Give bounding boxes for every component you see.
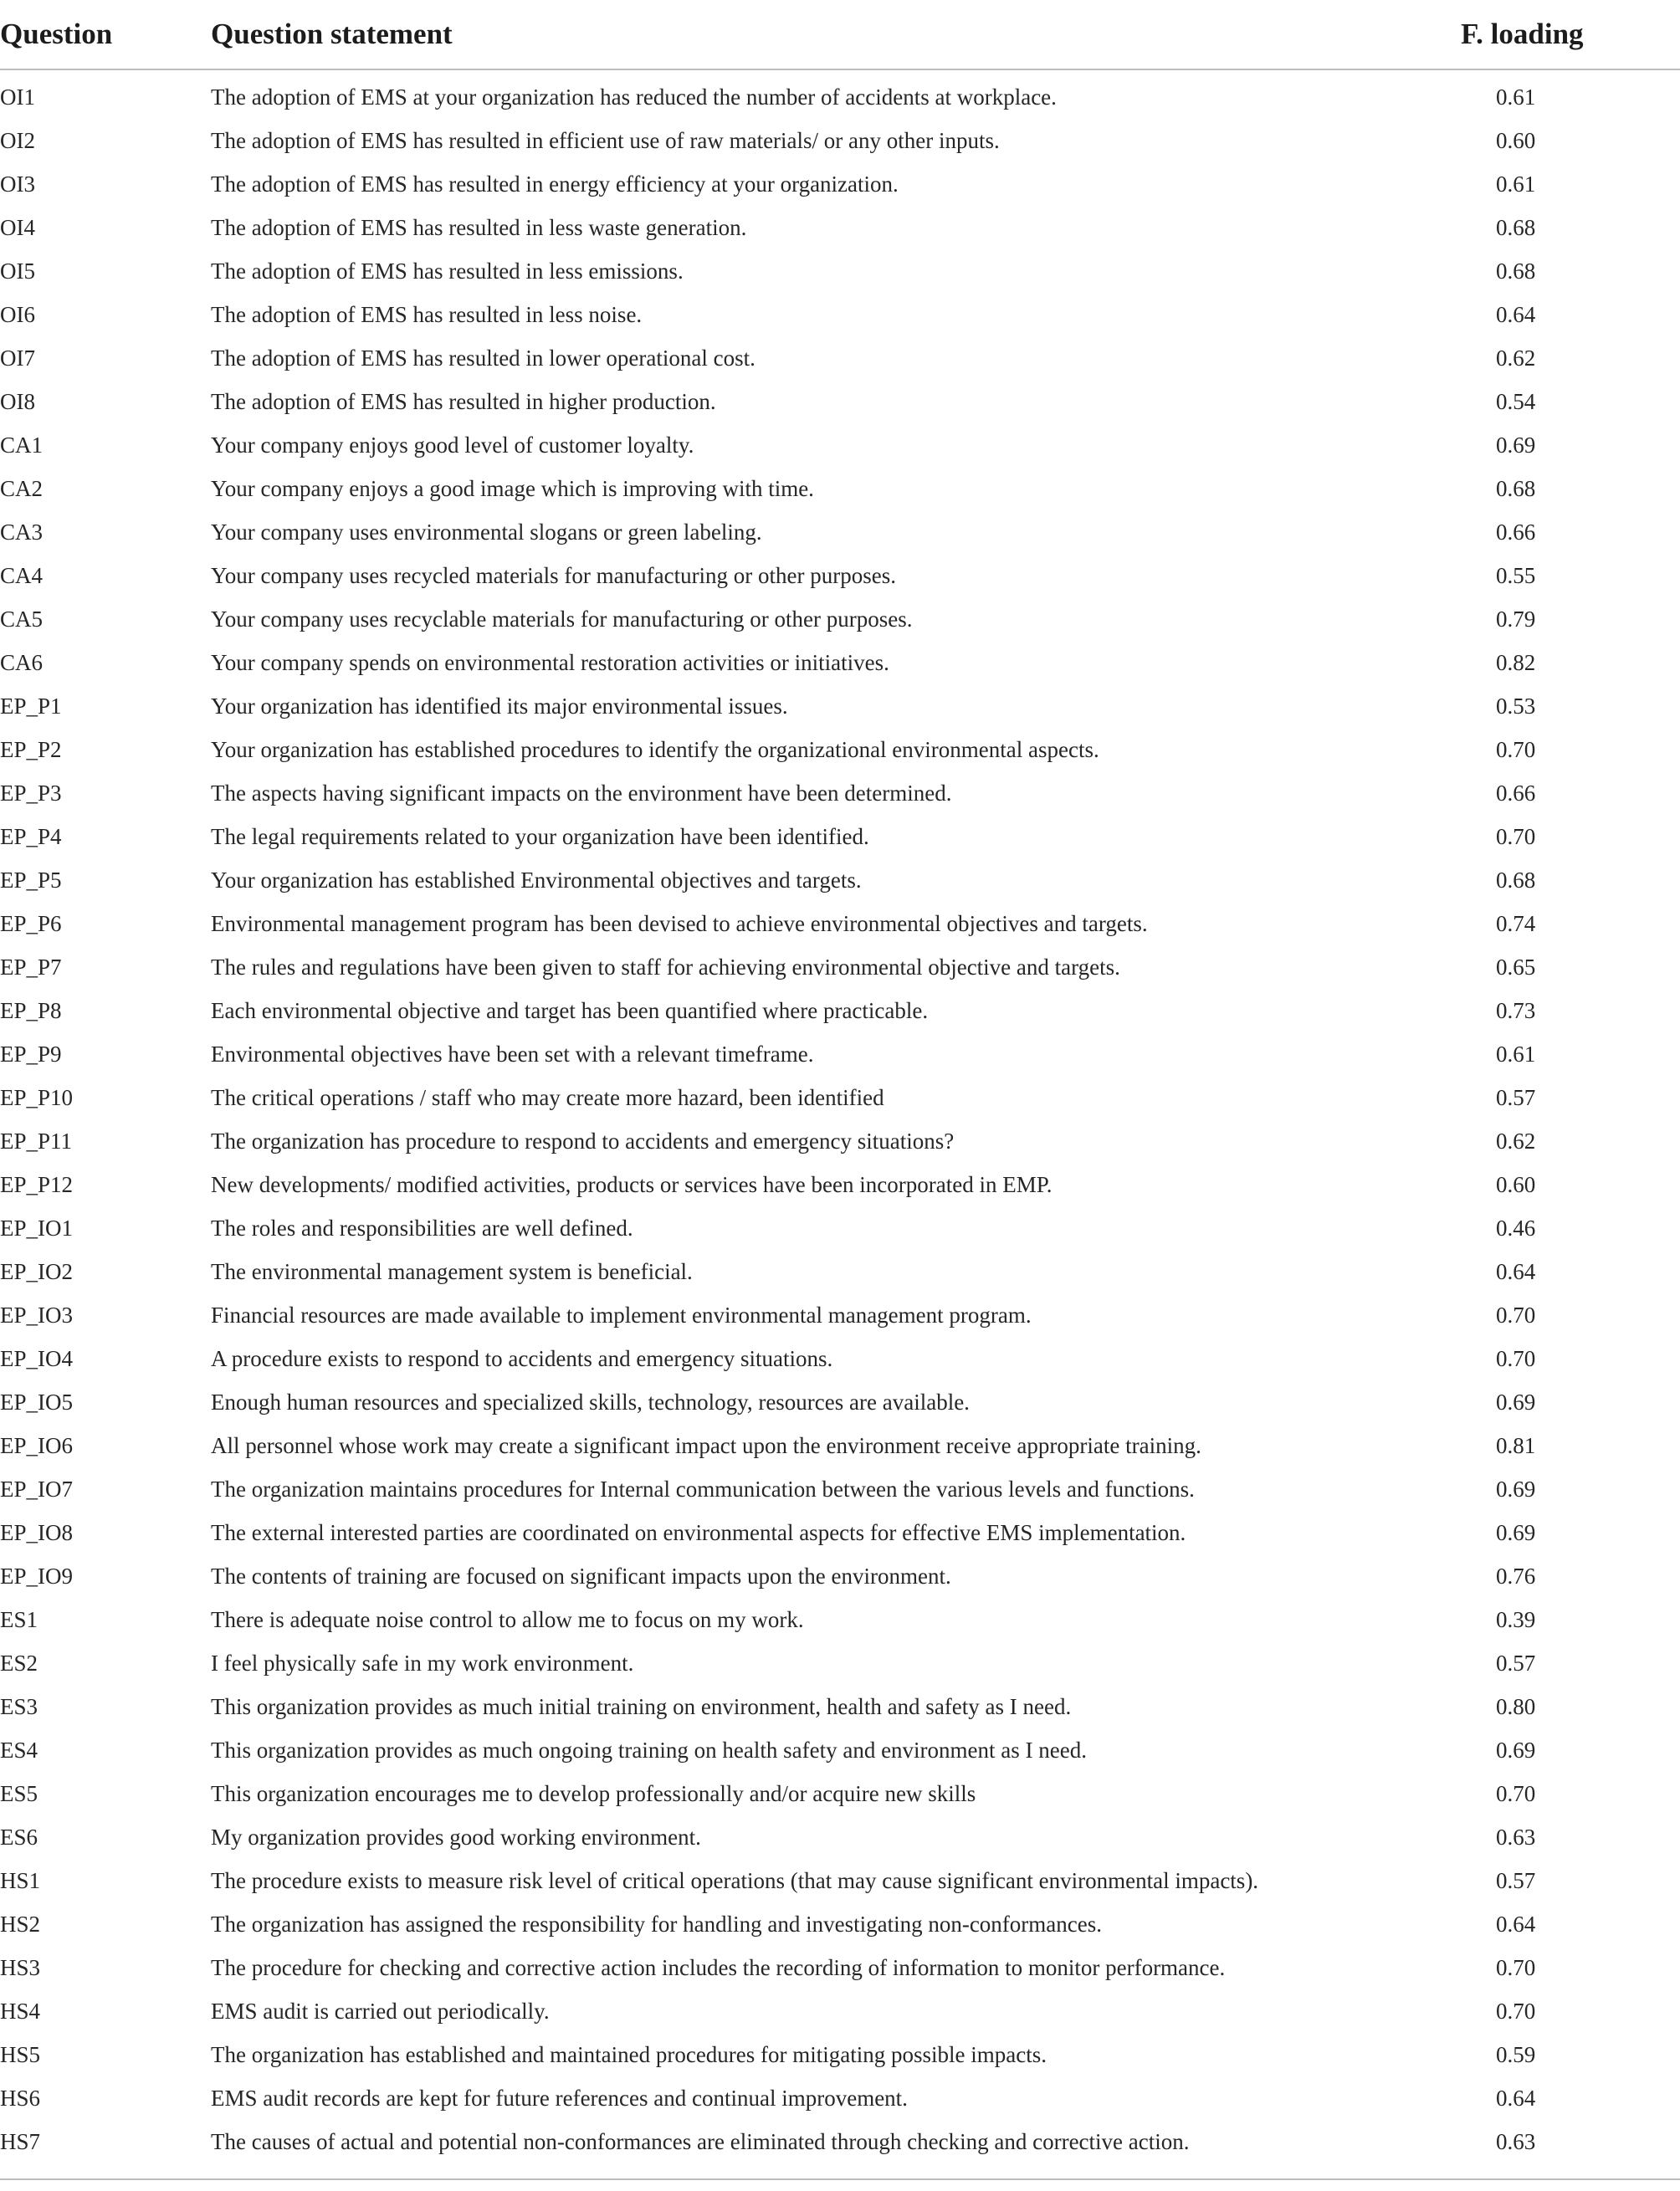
factor-loading-cell: 0.59 [1496,2041,1536,2067]
question-statement-cell: Your organization has identified its major environmental issues. [211,693,788,719]
question-id-cell: HS7 [0,2128,41,2154]
question-id-cell: EP_IO1 [0,1215,73,1241]
table-row [0,1337,1680,1380]
question-statement-cell: The adoption of EMS has resulted in lower operational cost. [211,345,755,371]
question-statement-cell: The organization has established and maintained procedures for mitigating possible impacts. [211,2041,1047,2067]
table-row [0,336,1680,380]
question-statement-cell: The adoption of EMS at your organization has reduced the number of accidents at workplace. [211,84,1057,110]
question-id-cell: ES3 [0,1693,38,1719]
factor-loading-cell: 0.73 [1496,997,1536,1023]
question-id-cell: OI1 [0,84,35,110]
factor-loading-cell: 0.54 [1496,388,1536,414]
factor-loading-cell: 0.62 [1496,1128,1536,1154]
factor-loading-cell: 0.81 [1496,1432,1536,1458]
question-id-cell: EP_P1 [0,693,62,719]
question-id-cell: HS1 [0,1867,41,1893]
question-statement-cell: The adoption of EMS has resulted in less waste generation. [211,214,747,240]
factor-loading-cell: 0.74 [1496,910,1536,936]
factor-loading-cell: 0.57 [1496,1084,1536,1110]
factor-loading-cell: 0.70 [1496,1780,1536,1806]
question-id-cell: EP_IO6 [0,1432,73,1458]
factor-loading-cell: 0.69 [1496,432,1536,458]
question-id-cell: EP_P3 [0,780,62,806]
question-id-cell: EP_IO3 [0,1302,73,1328]
question-statement-cell: Each environmental objective and target has been quantified where practicable. [211,997,929,1023]
question-id-cell: EP_P4 [0,823,62,849]
question-statement-cell: Environmental objectives have been set with a relevant timeframe. [211,1041,814,1067]
question-id-cell: EP_IO2 [0,1258,73,1284]
question-id-cell: EP_P7 [0,954,62,980]
table-row [0,1119,1680,1163]
factor-loading-cell: 0.61 [1496,171,1536,197]
factor-loading-cell: 0.69 [1496,1519,1536,1545]
table-row [0,1554,1680,1598]
factor-loading-cell: 0.70 [1496,823,1536,849]
question-statement-cell: The aspects having significant impacts on the environment have been determined. [211,780,952,806]
question-statement-cell: EMS audit records are kept for future references and continual improvement. [211,2085,908,2111]
question-id-cell: CA3 [0,519,44,545]
question-statement-cell: The causes of actual and potential non-conformances are eliminated through checking and corrective action. [211,2128,1190,2154]
table-row [0,1902,1680,1946]
question-statement-cell: The organization maintains procedures for Internal communication between the various levels and functions. [211,1476,1195,1502]
factor-loading-cell: 0.55 [1496,562,1536,588]
table-row [0,162,1680,206]
question-id-cell: EP_IO5 [0,1389,73,1415]
factor-loading-cell: 0.61 [1496,84,1536,110]
question-statement-cell: Your organization has established procedures to identify the organizational environmental aspects. [211,736,1099,762]
question-statement-cell: Your company uses recycled materials for manufacturing or other purposes. [211,562,897,588]
factor-loading-cell: 0.53 [1496,693,1536,719]
factor-loading-cell: 0.64 [1496,2085,1536,2111]
factor-loading-cell: 0.70 [1496,736,1536,762]
table-row [0,69,1680,119]
factor-loading-cell: 0.64 [1496,1258,1536,1284]
table-row [0,815,1680,858]
table-row [0,293,1680,336]
question-id-cell: EP_P11 [0,1128,73,1154]
header-row [0,0,1680,69]
table-row [0,1076,1680,1119]
question-id-cell: ES6 [0,1824,38,1850]
question-id-cell: EP_P5 [0,867,62,893]
table-row [0,902,1680,945]
question-id-cell: EP_IO4 [0,1345,73,1371]
factor-loading-cell: 0.68 [1496,475,1536,501]
table-row [0,249,1680,293]
question-id-cell: EP_IO9 [0,1563,73,1589]
table-row [0,1424,1680,1467]
question-statement-cell: This organization provides as much initial training on environment, health and safety as I need. [211,1693,1072,1719]
table-bottom-rule [0,2178,1680,2180]
table-row [0,423,1680,467]
question-id-cell: EP_P12 [0,1171,74,1197]
factor-loading-cell: 0.65 [1496,954,1536,980]
factor-loading-cell: 0.60 [1496,127,1536,153]
table-row [0,597,1680,641]
question-statement-cell: Enough human resources and specialized skills, technology, resources are available. [211,1389,970,1415]
factor-loading-cell: 0.68 [1496,867,1536,893]
question-id-cell: EP_P2 [0,736,62,762]
table-row [0,1728,1680,1772]
table-row [0,1467,1680,1511]
table-row [0,641,1680,684]
table-row [0,206,1680,249]
question-statement-cell: I feel physically safe in my work environment. [211,1650,634,1676]
question-statement-cell: This organization provides as much ongoing training on health safety and environment as I need. [211,1737,1087,1763]
factor-loading-cell: 0.60 [1496,1171,1536,1197]
question-id-cell: CA5 [0,606,44,632]
question-id-cell: OI4 [0,214,35,240]
question-statement-cell: The critical operations / staff who may create more hazard, been identified [211,1084,884,1110]
question-id-cell: EP_P8 [0,997,62,1023]
table-row [0,1641,1680,1685]
question-id-cell: HS2 [0,1911,41,1937]
question-statement-cell: Your organization has established Environmental objectives and targets. [211,867,862,893]
question-statement-cell: Environmental management program has been devised to achieve environmental objectives and targets. [211,910,1148,936]
question-id-cell: OI3 [0,171,35,197]
table-row [0,2076,1680,2120]
factor-loading-cell: 0.68 [1496,258,1536,284]
question-statement-cell: Your company enjoys a good image which is improving with time. [211,475,814,501]
table-row [0,945,1680,989]
factor-loading-cell: 0.61 [1496,1041,1536,1067]
question-id-cell: OI6 [0,301,35,327]
question-id-cell: EP_P10 [0,1084,74,1110]
factor-loading-cell: 0.62 [1496,345,1536,371]
question-statement-cell: New developments/ modified activities, products or services have been incorporated in EMP. [211,1171,1053,1197]
question-id-cell: ES5 [0,1780,38,1806]
factor-loading-cell: 0.64 [1496,1911,1536,1937]
factor-loading-cell: 0.79 [1496,606,1536,632]
question-statement-cell: Financial resources are made available to implement environmental management program. [211,1302,1032,1328]
question-statement-cell: This organization encourages me to develop professionally and/or acquire new skills [211,1780,976,1806]
table-row [0,1946,1680,1989]
question-id-cell: EP_IO8 [0,1519,73,1545]
header-loading: F. loading [1399,0,1680,69]
question-statement-cell: The environmental management system is beneficial. [211,1258,693,1284]
question-statement-cell: The adoption of EMS has resulted in less emissions. [211,258,684,284]
question-statement-cell: The adoption of EMS has resulted in higher production. [211,388,716,414]
question-id-cell: OI7 [0,345,35,371]
question-id-cell: HS4 [0,1998,41,2024]
question-id-cell: ES4 [0,1737,38,1763]
table-row [0,771,1680,815]
question-statement-cell: The organization has assigned the responsibility for handling and investigating non-conformances. [211,1911,1102,1937]
question-statement-cell: The procedure exists to measure risk level of critical operations (that may cause significant environmental impacts). [211,1867,1259,1893]
question-id-cell: CA1 [0,432,44,458]
factor-loading-cell: 0.66 [1496,519,1536,545]
question-statement-cell: The procedure for checking and corrective action includes the recording of information to monitor performance. [211,1954,1226,1980]
factor-loading-cell: 0.63 [1496,1824,1536,1850]
factor-loading-cell: 0.76 [1496,1563,1536,1589]
factor-loading-cell: 0.69 [1496,1389,1536,1415]
table-row [0,467,1680,510]
table-row [0,728,1680,771]
table-row [0,1380,1680,1424]
factor-loading-cell: 0.69 [1496,1476,1536,1502]
factor-loading-cell: 0.70 [1496,1345,1536,1371]
table-row [0,1032,1680,1076]
factor-loading-cell: 0.64 [1496,301,1536,327]
factor-loading-cell: 0.70 [1496,1954,1536,1980]
question-id-cell: OI5 [0,258,35,284]
factor-loading-cell: 0.57 [1496,1867,1536,1893]
question-statement-cell: All personnel whose work may create a significant impact upon the environment receive appropriate training. [211,1432,1201,1458]
factor-loading-cell: 0.46 [1496,1215,1536,1241]
table-row [0,1815,1680,1859]
question-id-cell: OI2 [0,127,35,153]
question-statement-cell: The adoption of EMS has resulted in less noise. [211,301,643,327]
question-statement-cell: Your company uses environmental slogans or green labeling. [211,519,762,545]
factor-loading-cell: 0.69 [1496,1737,1536,1763]
question-statement-cell: The contents of training are focused on significant impacts upon the environment. [211,1563,951,1589]
question-id-cell: HS6 [0,2085,41,2111]
table-row [0,1859,1680,1902]
question-id-cell: EP_P9 [0,1041,62,1067]
table-header [0,0,1680,69]
question-id-cell: EP_IO7 [0,1476,73,1502]
table-row [0,684,1680,728]
table-row [0,510,1680,554]
header-question: Question [0,0,211,69]
table-row [0,989,1680,1032]
table-row [0,1293,1680,1337]
question-id-cell: HS5 [0,2041,41,2067]
factor-loading-cell: 0.68 [1496,214,1536,240]
factor-loading-cell: 0.57 [1496,1650,1536,1676]
table-row [0,1511,1680,1554]
table-row [0,1685,1680,1728]
table-row [0,2033,1680,2076]
question-id-cell: ES2 [0,1650,38,1676]
table-row [0,380,1680,423]
question-statement-cell: A procedure exists to respond to accidents and emergency situations. [211,1345,833,1371]
table-row [0,554,1680,597]
table-row [0,1250,1680,1293]
question-statement-cell: The rules and regulations have been given to staff for achieving environmental objective and targets. [211,954,1120,980]
factor-loading-cell: 0.66 [1496,780,1536,806]
question-statement-cell: The adoption of EMS has resulted in efficient use of raw materials/ or any other inputs. [211,127,1000,153]
question-id-cell: CA6 [0,649,44,675]
question-statement-cell: Your company spends on environmental restoration activities or initiatives. [211,649,889,675]
question-statement-cell: The adoption of EMS has resulted in energy efficiency at your organization. [211,171,899,197]
factor-loading-cell: 0.82 [1496,649,1536,675]
table-row [0,1163,1680,1206]
factor-loading-cell: 0.63 [1496,2128,1536,2154]
table-row [0,1598,1680,1641]
question-statement-cell: The roles and responsibilities are well defined. [211,1215,633,1241]
question-statement-cell: The organization has procedure to respond to accidents and emergency situations? [211,1128,955,1154]
question-statement-cell: Your company enjoys good level of customer loyalty. [211,432,694,458]
table-row [0,858,1680,902]
question-statement-cell: There is adequate noise control to allow me to focus on my work. [211,1606,804,1632]
table-row [0,2120,1680,2163]
question-statement-cell: EMS audit is carried out periodically. [211,1998,550,2024]
question-id-cell: ES1 [0,1606,38,1632]
factor-loading-cell: 0.80 [1496,1693,1536,1719]
question-statement-cell: My organization provides good working environment. [211,1824,701,1850]
table-row [0,1989,1680,2033]
question-id-cell: CA2 [0,475,44,501]
table-body [0,69,1680,2163]
question-statement-cell: The legal requirements related to your organization have been identified. [211,823,869,849]
question-statement-cell: The external interested parties are coordinated on environmental aspects for effective EMS implementation. [211,1519,1186,1545]
factor-loading-cell: 0.39 [1496,1606,1536,1632]
table-row [0,119,1680,162]
table-row [0,1206,1680,1250]
factor-loading-cell: 0.70 [1496,1998,1536,2024]
question-id-cell: CA4 [0,562,44,588]
question-statement-cell: Your company uses recyclable materials for manufacturing or other purposes. [211,606,913,632]
table-row [0,1772,1680,1815]
question-id-cell: OI8 [0,388,35,414]
header-statement: Question statement [211,0,1399,69]
factor-loading-cell: 0.70 [1496,1302,1536,1328]
question-id-cell: EP_P6 [0,910,62,936]
question-id-cell: HS3 [0,1954,41,1980]
